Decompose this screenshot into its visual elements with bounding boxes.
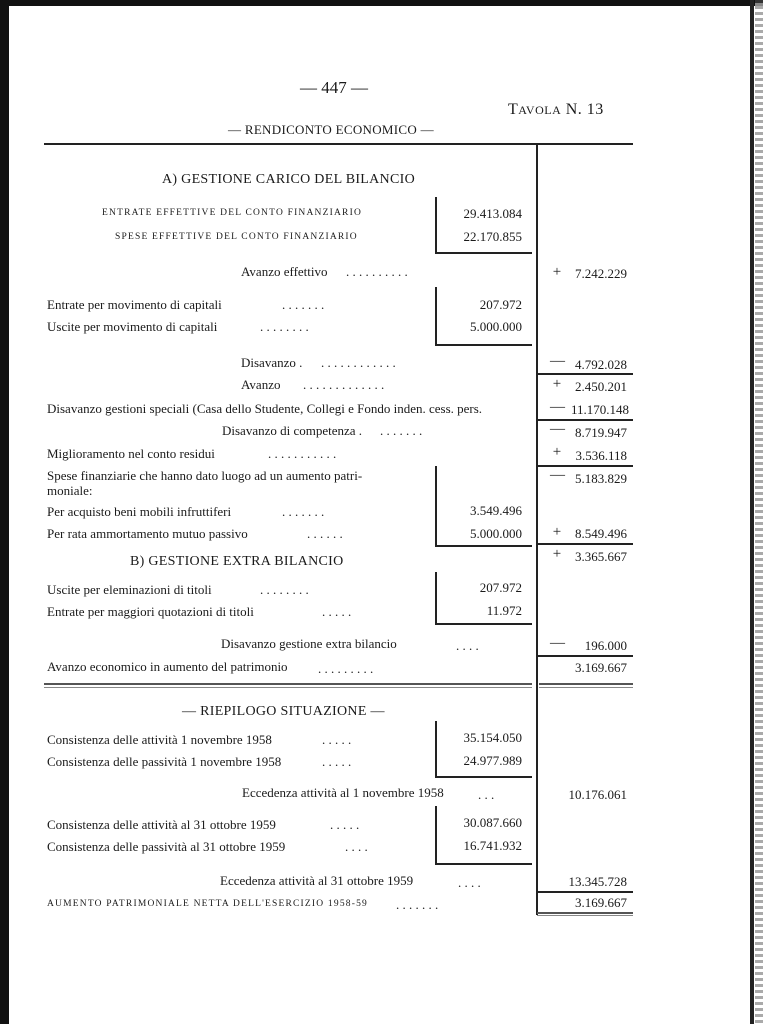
passivita-1959-label: Consistenza delle passività al 31 ottobre 1959: [47, 839, 286, 854]
disavanzo-extra-value: 196.000: [584, 638, 627, 653]
section-a-subtotal-value: 3.365.667: [575, 549, 627, 564]
minus-sign: —: [550, 635, 565, 651]
total-rule: [537, 891, 633, 893]
scan-border-right: [750, 0, 754, 1024]
leader-dots: . . . . . . .: [282, 504, 325, 519]
miglioramento-residui-value: 3.536.118: [575, 448, 627, 463]
disavanzo-value: 4.792.028: [575, 357, 627, 372]
subtotal-rule-4: [435, 623, 532, 625]
final-double-rule: [537, 912, 633, 914]
miglioramento-residui-label: Miglioramento nel conto residui: [47, 446, 215, 461]
table-number: [508, 101, 604, 119]
entrate-capitali-label: Entrate per movimento di capitali: [47, 297, 222, 312]
minus-sign: —: [550, 399, 565, 415]
leader-dots: . . . . . . . . . .: [346, 264, 408, 279]
leader-dots: . . . .: [345, 839, 368, 854]
right-column-divider: [536, 145, 538, 915]
plus-sign: +: [552, 264, 562, 280]
spese-finanziarie-label-line2: moniale:: [47, 483, 93, 498]
avanzo-effettivo-label: Avanzo effettivo: [241, 264, 328, 279]
plus-sign: +: [552, 524, 562, 540]
scan-border-left: [0, 0, 9, 1024]
attivita-1958-value: 35.154.050: [463, 730, 522, 745]
minus-sign: —: [550, 353, 565, 369]
spese-effettive-value: 22.170.855: [463, 229, 522, 244]
passivita-1958-label: Consistenza delle passività 1 novembre 1958: [47, 754, 282, 769]
leader-dots: . . .: [478, 787, 495, 802]
eccedenza-1959-label: Eccedenza attività al 31 ottobre 1959: [220, 873, 414, 888]
subtotal-rule-5: [435, 776, 532, 778]
acquisto-beni-value: 3.549.496: [470, 503, 522, 518]
tavola-number: N. 13: [565, 101, 604, 118]
subtotal-rule-6: [435, 863, 532, 865]
leader-dots: . . . . . . . . . . . . .: [303, 377, 385, 392]
leader-dots: . . . . . . . .: [260, 582, 309, 597]
spese-finanziarie-label-line1: Spese finanziarie che hanno dato luogo ad un aumento patri-: [47, 468, 363, 483]
disavanzo-gestioni-speciali-value: 11.170.148: [570, 402, 629, 417]
uscite-capitali-label: Uscite per movimento di capitali: [47, 319, 218, 334]
eccedenza-1958-label: Eccedenza attività al 1 novembre 1958: [242, 785, 444, 800]
rata-mutuo-label: Per rata ammortamento mutuo passivo: [47, 526, 248, 541]
subtotal-rule-2: [435, 344, 532, 346]
aumento-patrimoniale-label: AUMENTO PATRIMONIALE NETTA DELL'ESERCIZIO 1958-59: [47, 899, 368, 909]
tavola-rest: AVOLA: [518, 103, 562, 117]
uscite-titoli-label: Uscite per eleminazioni di titoli: [47, 582, 212, 597]
eccedenza-1958-value: 10.176.061: [568, 787, 627, 802]
section-double-rule: [539, 687, 633, 688]
subtotal-rule-3: [435, 545, 532, 547]
passivita-1958-value: 24.977.989: [463, 753, 522, 768]
entrate-effettive-value: 29.413.084: [463, 206, 522, 221]
eccedenza-1959-value: 13.345.728: [568, 874, 627, 889]
section-a-title: A) GESTIONE CARICO DEL BILANCIO: [162, 172, 415, 187]
avanzo-effettivo-value: 7.242.229: [575, 266, 627, 281]
avanzo-value: 2.450.201: [575, 379, 627, 394]
leader-dots: . . . . . . . .: [260, 319, 309, 334]
tavola-initial: T: [508, 101, 519, 118]
leader-dots: . . . . . . . . .: [318, 661, 374, 676]
section-double-rule: [539, 683, 633, 685]
riepilogo-title: — RIEPILOGO SITUAZIONE —: [182, 704, 385, 719]
leader-dots: . . . . . . . . . . .: [268, 446, 337, 461]
minus-sign: —: [550, 467, 565, 483]
leader-dots: . . . . .: [322, 754, 352, 769]
entrate-titoli-label: Entrate per maggiori quotazioni di titoli: [47, 604, 254, 619]
scan-page-edge: [755, 0, 763, 1024]
leader-dots: . . . . .: [330, 817, 360, 832]
section-double-rule: [44, 687, 532, 688]
section-b-title: B) GESTIONE EXTRA BILANCIO: [130, 554, 344, 569]
plus-sign: +: [552, 444, 562, 460]
scan-border-top: [0, 0, 763, 6]
total-rule: [537, 655, 633, 657]
leader-dots: . . . . .: [322, 604, 352, 619]
leader-dots: . . . .: [458, 875, 481, 890]
header-rule: [44, 143, 633, 145]
avanzo-label: Avanzo: [241, 377, 281, 392]
aumento-patrimoniale-value: 3.169.667: [575, 895, 627, 910]
avanzo-economico-label: Avanzo economico in aumento del patrimonio: [47, 659, 288, 674]
leader-dots: . . . . . . .: [380, 423, 423, 438]
rata-mutuo-total: 8.549.496: [575, 526, 627, 541]
plus-sign: +: [552, 546, 562, 562]
entrate-capitali-value: 207.972: [479, 297, 522, 312]
disavanzo-label: Disavanzo .: [241, 355, 303, 370]
subtotal-rule-1: [435, 252, 532, 254]
spese-finanziarie-value: 5.183.829: [575, 471, 627, 486]
disavanzo-competenza-value: 8.719.947: [575, 425, 627, 440]
minus-sign: —: [550, 421, 565, 437]
entrate-effettive-label: ENTRATE EFFETTIVE DEL CONTO FINANZIARIO: [102, 208, 363, 218]
final-double-rule: [537, 915, 633, 916]
subtotal-bracket-2: [435, 287, 437, 345]
leader-dots: . . . . . . .: [396, 897, 439, 912]
attivita-1958-label: Consistenza delle attività 1 novembre 1958: [47, 732, 272, 747]
plus-sign: +: [552, 376, 562, 392]
attivita-1959-value: 30.087.660: [463, 815, 522, 830]
attivita-1959-label: Consistenza delle attività al 31 ottobre 1959: [47, 817, 276, 832]
uscite-titoli-value: 207.972: [479, 580, 522, 595]
total-rule: [537, 543, 633, 545]
disavanzo-competenza-label: Disavanzo di competenza .: [222, 423, 363, 438]
leader-dots: . . . . . . . . . . . .: [321, 355, 396, 370]
spese-effettive-label: SPESE EFFETTIVE DEL CONTO FINANZIARIO: [115, 232, 358, 242]
section-double-rule: [44, 683, 532, 685]
document-title: — RENDICONTO ECONOMICO —: [228, 122, 434, 137]
acquisto-beni-label: Per acquisto beni mobili infruttiferi: [47, 504, 232, 519]
uscite-capitali-value: 5.000.000: [470, 319, 522, 334]
passivita-1959-value: 16.741.932: [463, 838, 522, 853]
leader-dots: . . . . .: [322, 732, 352, 747]
entrate-titoli-value: 11.972: [486, 603, 522, 618]
total-rule: [537, 373, 633, 375]
page-number: — 447 —: [300, 78, 368, 97]
disavanzo-extra-label: Disavanzo gestione extra bilancio: [221, 636, 397, 651]
leader-dots: . . . .: [456, 638, 479, 653]
rata-mutuo-value: 5.000.000: [470, 526, 522, 541]
leader-dots: . . . . . . .: [282, 297, 325, 312]
disavanzo-gestioni-speciali-label: Disavanzo gestioni speciali (Casa dello Studente, Collegi e Fondo inden. cess. pers.: [47, 401, 483, 416]
leader-dots: . . . . . .: [307, 526, 343, 541]
avanzo-economico-value: 3.169.667: [575, 660, 627, 675]
